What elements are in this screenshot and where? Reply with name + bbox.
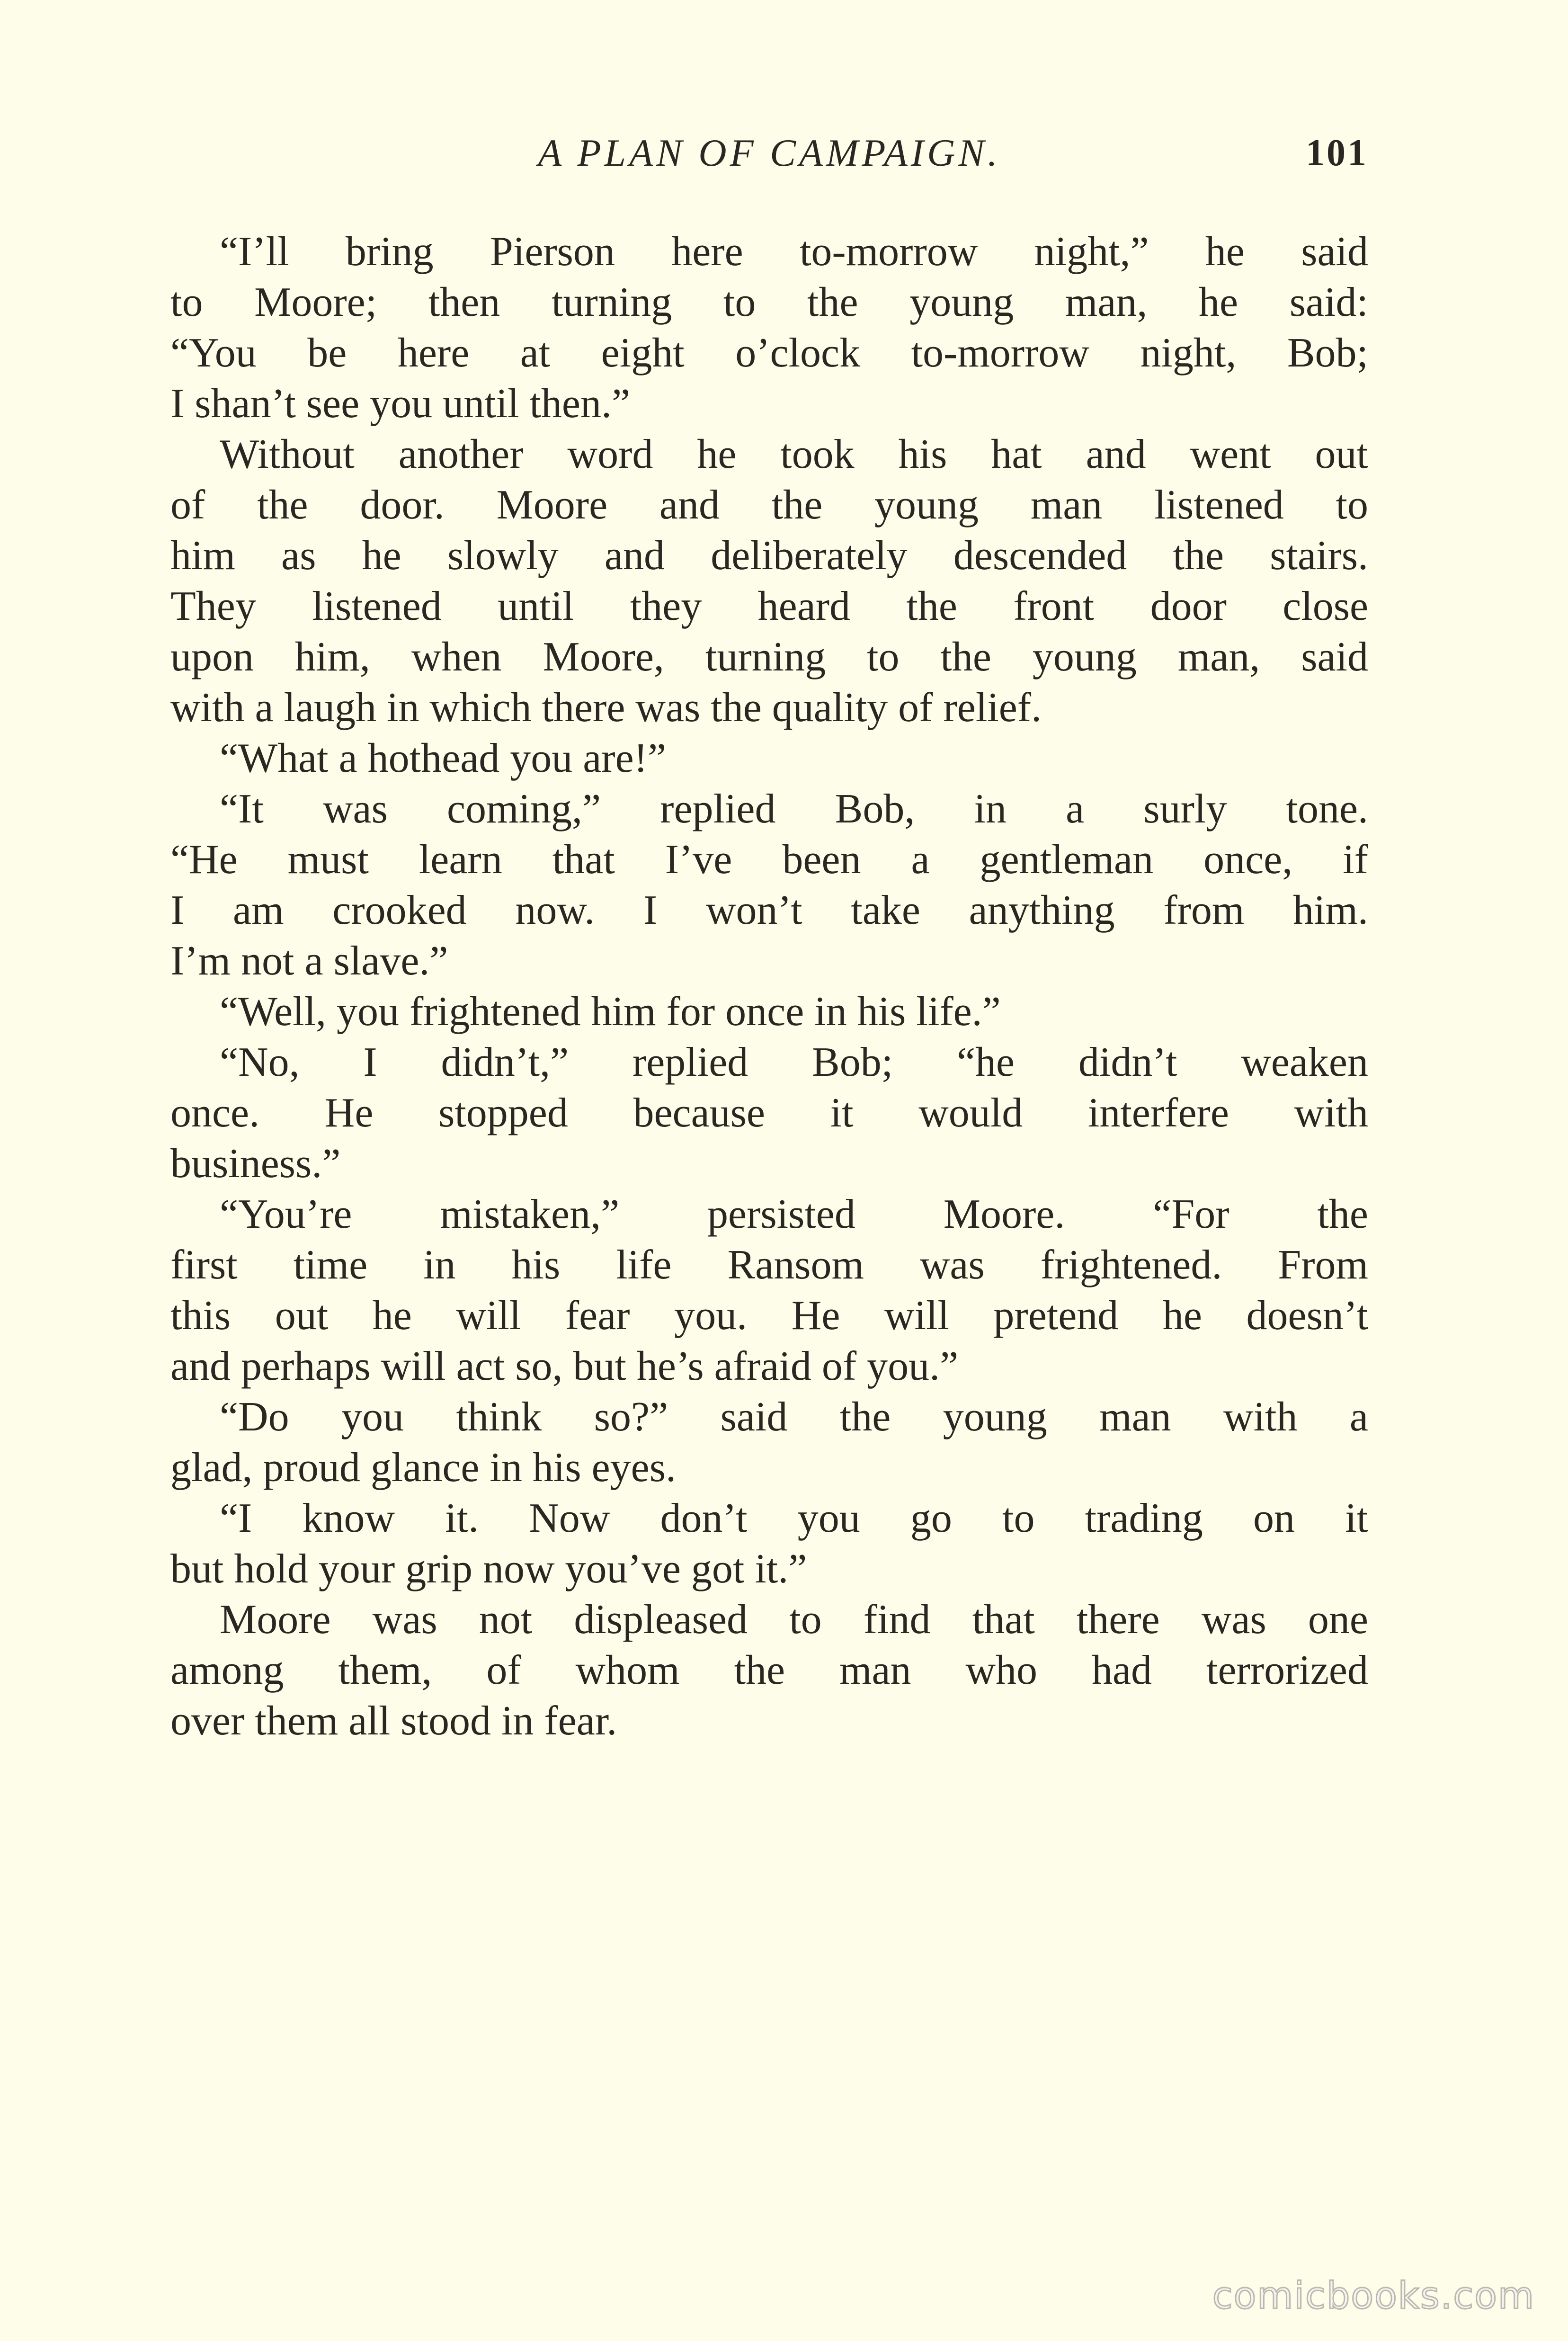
text-line: “I’ll bring Pierson here to-morrow night,” he said: [220, 229, 1368, 275]
text-line: glad, proud glance in his eyes.: [170, 1445, 676, 1491]
text-line: and perhaps will act so, but he’s afraid of you.”: [170, 1343, 959, 1389]
text-line: I shan’t see you until then.”: [170, 381, 631, 427]
page-number: 101: [1306, 132, 1368, 174]
text-line: upon him, when Moore, turning to the young man, said: [170, 634, 1368, 680]
text-line: “What a hothead you are!”: [220, 735, 667, 781]
text-line: “It was coming,” replied Bob, in a surly tone.: [220, 786, 1368, 832]
text-line: but hold your grip now you’ve got it.”: [170, 1546, 807, 1592]
text-line: “No, I didn’t,” replied Bob; “he didn’t weaken: [220, 1039, 1368, 1085]
running-head-title: A PLAN OF CAMPAIGN.: [538, 131, 1001, 174]
watermark-logo: comicbooks.com: [1212, 2275, 1535, 2317]
text-line: They listened until they heard the front door close: [170, 583, 1368, 629]
text-line: “You’re mistaken,” persisted Moore. “For the: [220, 1191, 1368, 1237]
text-line: I’m not a slave.”: [170, 938, 448, 984]
text-line: “I know it. Now don’t you go to trading on it: [220, 1495, 1368, 1541]
text-line: I am crooked now. I won’t take anything from him.: [170, 887, 1368, 933]
text-line: to Moore; then turning to the young man, he said:: [170, 279, 1368, 325]
text-line: Without another word he took his hat and went out: [220, 431, 1368, 477]
text-line: once. He stopped because it would interfere with: [170, 1090, 1368, 1136]
text-line: “You be here at eight o’clock to-morrow night, Bob;: [170, 330, 1368, 376]
text-line: him as he slowly and deliberately descended the stairs.: [170, 533, 1368, 579]
text-line: of the door. Moore and the young man listened to: [170, 482, 1368, 528]
text-line: among them, of whom the man who had terrorized: [170, 1647, 1368, 1693]
text-line: Moore was not displeased to find that there was one: [220, 1597, 1368, 1643]
running-head: [170, 127, 1368, 179]
text-line: “He must learn that I’ve been a gentleman once, if: [170, 837, 1368, 883]
text-line: “Well, you frightened him for once in his life.”: [220, 989, 1001, 1035]
text-line: over them all stood in fear.: [170, 1698, 617, 1744]
body-text: [170, 226, 1368, 1746]
text-line: first time in his life Ransom was frightened. From: [170, 1242, 1368, 1288]
text-line: with a laugh in which there was the quality of relief.: [170, 685, 1042, 731]
text-line: business.”: [170, 1141, 341, 1187]
text-line: “Do you think so?” said the young man with a: [220, 1394, 1368, 1440]
text-line: this out he will fear you. He will pretend he doesn’t: [170, 1293, 1368, 1339]
